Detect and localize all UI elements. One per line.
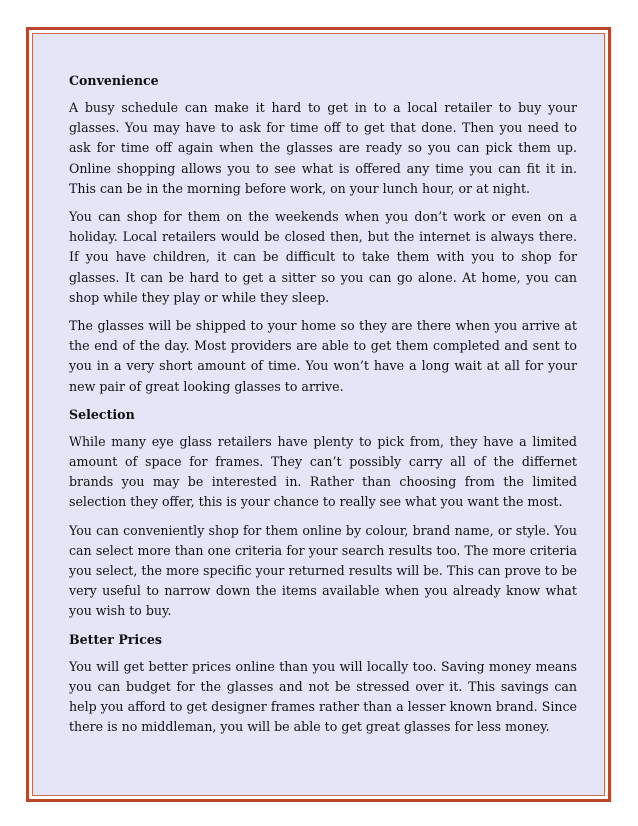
section-heading: Better Prices [69, 631, 162, 647]
paragraph: The glasses will be shipped to your home so they are there when you arrive at the end of the day. Most providers are able to get them completed and sent to you in a very short amount of time. You won’t have a long wait at all for your new pair of great looking glasses to arrive. [69, 318, 577, 394]
paragraph: You can shop for them on the weekends when you don’t work or even on a holiday. Local retailers would be closed then, but the internet is always there. If you have children, it can be difficult to take them with you to shop for glasses. It can be hard to get a sitter so you can go alone. At home, you can shop while they play or while they sleep. [69, 209, 577, 305]
section-selection [69, 405, 577, 622]
paragraph: While many eye glass retailers have plenty to pick from, they have a limited amount of space for frames. They can’t possibly carry all of the differnet brands you may be interested in. Rather than choosing from the limited selection they offer, this is your chance to really see what you want the most. [69, 433, 577, 510]
document-body [69, 71, 577, 745]
section-heading: Convenience [69, 73, 159, 88]
section-convenience [69, 71, 577, 397]
paragraph: You can conveniently shop for them online by colour, brand name, or style. You can select more than one criteria for your search results too. The more criteria you select, the more specific your returned results will be. This can prove to be very useful to narrow down the items available when you already know what you wish to buy. [69, 522, 577, 619]
paragraph: You will get better prices online than you will locally too. Saving money means you can budget for the glasses and not be stressed over it. This savings can help you afford to get designer frames rather than a lesser known brand. Since there is no middleman, you will be able to get great glasses for less money. [69, 658, 577, 735]
paragraph: A busy schedule can make it hard to get in to a local retailer to buy your glasses. You may have to ask for time off to get that done. Then you need to ask for time off again when the glasses are ready so you can pick them up. Online shopping allows you to see what is offered any time you can fit it in. This can be in the morning before work, on your lunch hour, or at night. [69, 100, 577, 196]
page-border-inner [32, 33, 605, 796]
section-heading: Selection [69, 406, 135, 422]
section-better-prices [69, 630, 577, 738]
page-border-outer [26, 27, 611, 802]
